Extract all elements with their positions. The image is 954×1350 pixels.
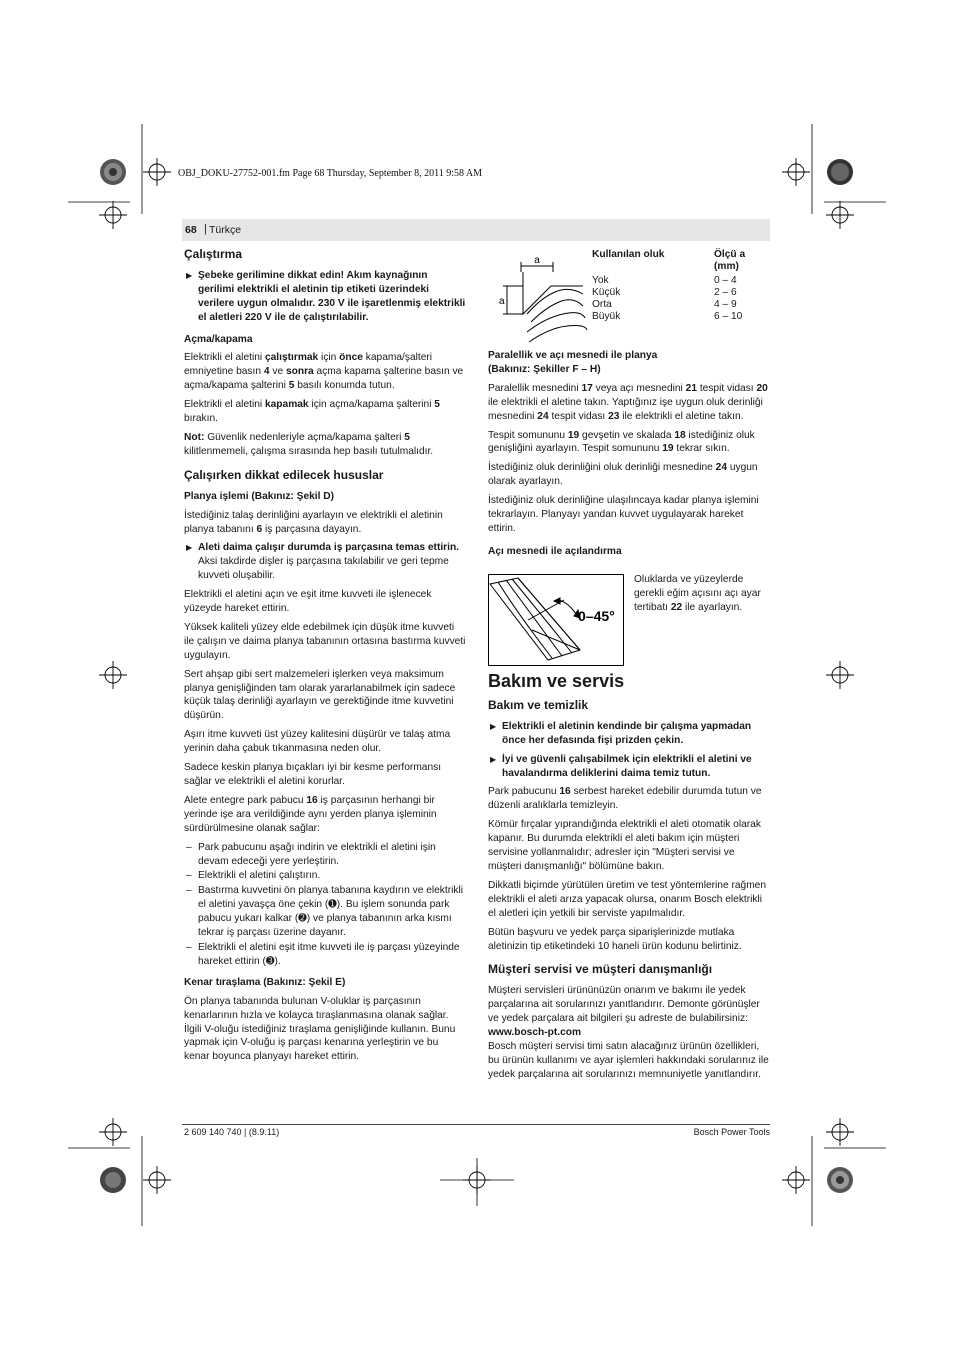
groove-type: Orta (592, 299, 612, 310)
para-4: Aşırı itme kuvveti üst yüzey kalitesini düşürür ve talaş atma yerinin daha çabuk tıkanmasına neden olur. (184, 729, 451, 755)
para-2: Yüksek kaliteli yüzey elde edebilmek için düşük itme kuvveti ile çalışın ve daima planya tabanının ortasına bastırma kuvveti uygulayın. (184, 621, 466, 661)
page-number: 68 (185, 224, 197, 236)
groove-type: Büyük (592, 311, 621, 322)
groove-size: 0 – 4 (714, 275, 737, 286)
header-language: Türkçe (209, 224, 242, 236)
maintenance-section (488, 671, 770, 1087)
groove-size: 4 – 9 (714, 299, 737, 310)
page-header: 68 Türkçe | (182, 219, 770, 241)
groove-row (592, 311, 772, 323)
para-dikkatli: Dikkatli biçimde yürütülen üretim ve test yöntemlerine rağmen elektrikli el aleti arıza yapacak olursa, onarım Bosch elektrikli el aletleri için yetkili bir serviste yapılmalıdır. (488, 879, 767, 919)
para-1: Elektrikli el aletini açın ve eşit itme kuvveti ile işlenecek yüzeyde hareket ettirin. (184, 589, 432, 615)
heading-dikkat: Çalışırken dikkat edilecek hususlar (184, 467, 384, 482)
dash-item: – Elektrikli el aletini eşit itme kuvveti ile iş parçası yüzeyinde hareket ettirin (➌). (186, 941, 460, 967)
para-kenar: Ön planya tabanında bulunan V-oluklar iş parçasının kenarlarının hızla ve kolayca tıraşlanmasına olanak sağlar. İlgili V-oluğu istediğiniz tıraşlama genişliğinde kullanın. Bunu yapmak için V-oluğu iş parçası kenarına yerleştirin ve bu kenar boyunca planyayı hareket ettirin. (184, 995, 456, 1063)
dash-item: – Elektrikli el aletini çalıştırın. (186, 870, 321, 882)
left-column (184, 248, 466, 1069)
para-park2: Park pabucunu 16 serbest hareket edebilir durumda tutun ve düzenli aralıklarla temizleyin. (488, 786, 762, 812)
groove-rows (592, 275, 772, 323)
file-slug: OBJ_DOKU-27752-001.fm Page 68 Thursday, September 8, 2011 9:58 AM (178, 168, 483, 179)
warning-voltage: ▶ Şebeke gerilimine dikkat edin! Akım kaynağının gerilimi elektrikli el aletinin tip etiketi üzerindeki verilere uygun olmalıdır. 230 V ile işaretlenmiş elektrikli el aletleri 220 V ile de çalıştırılabilir. (186, 269, 466, 323)
groove-row (592, 287, 772, 299)
fig-label-a: a (534, 255, 540, 266)
para-planya: İstediğiniz talaş derinliğini ayarlayın ve elektrikli el aletinin planya tabanını 6 iş parçasına dayayın. (184, 509, 443, 535)
heading-planya: Planya işlemi (Bakınız: Şekil D) (184, 490, 335, 502)
fig-label-a: a (499, 296, 505, 307)
angle-caption: Oluklarda ve yüzeylerde gerekli eğim açısını açı ayar tertibatı 22 ile ayarlayın. (634, 574, 761, 613)
warning-unplug: ▶ Elektrikli el aletinin kendinde bir çalışma yapmadan önce her defasında fişi prizden çekin. (490, 720, 752, 746)
groove-size: 6 – 10 (714, 311, 743, 322)
dash-item: – Park pabucunu aşağı indirin ve elektrikli el aletini işin devam edeceği yere yerleştirin. (186, 841, 436, 867)
heading-acma-kapama: Açma/kapama (184, 333, 253, 345)
footer-brand: Bosch Power Tools (693, 1127, 770, 1137)
groove-row (592, 275, 772, 287)
para-acma: Elektrikli el aletini çalıştırmak için önce kapama/şalteri emniyetine basın 4 ve sonra açma kapama şalterine basın ve açma/kapama şalterini 5 basılı konumda tutun. (184, 352, 464, 392)
warning-contact: ▶ Aleti daima çalışır durumda iş parçasına temas ettirin. Aksi takdirde dişler iş parçasına takılabilir ve geri tepme kuvveti oluşabilir. (186, 542, 460, 582)
angle-label: 0–45° (578, 608, 615, 624)
heading-temizlik: Bakım ve temizlik (488, 697, 589, 712)
para-musteri2: Bosch müşteri servisi timi satın alacağınız ürünün özellikleri, bu ürünün kullanımı ve ayar işlemleri hakkındaki sorularınız ile yedek parçalarına ait sorularınızı memnuniyetle yanıtlandırır. (488, 1040, 769, 1080)
col-header-oluk: Kullanılan oluk (592, 249, 665, 260)
para-park: Alete entegre park pabucu 16 iş parçasının herhangi bir yerinde işe ara verildiğinde aynı yerden planya işleminin sürdürülmesine olanak sağlar: (184, 794, 437, 834)
heading-aci: Açı mesnedi ile açılandırma (488, 545, 622, 557)
para-kapama: Elektrikli el aletini kapamak için açma/kapama şalterini 5 bırakın. (184, 399, 440, 425)
col-header-olcu: Ölçü a (mm) (714, 249, 746, 272)
para-komur: Kömür fırçalar yıprandığında elektrikli el aleti otomatik olarak kapanır. Bu durumda elektrikli el aleti bakım için müşteri servisine yollanmalıdır; adresler için "Müşteri servisi ve müşteri danışmanlığı" bölümüne bakın. (488, 819, 761, 872)
groove-row (592, 299, 772, 311)
para-par1: Paralellik mesnedini 17 veya açı mesnedini 21 tespit vidası 20 ile elektrikli el aletine takın. Yaptığınız işe uygun oluk derinliği mesnedini 24 tespit vidası 23 ile elektrikli el aletine takın. (488, 382, 768, 422)
angle-figure (488, 574, 624, 666)
heading-bakim-servis: Bakım ve servis (488, 671, 625, 691)
para-par4: İstediğiniz oluk derinliğine ulaşılıncaya kadar planya işlemini tekrarlayın. Planyayı yandan kuvvet uygulayarak hareket ettirin. (488, 495, 759, 534)
footer-rule (182, 1124, 770, 1125)
groove-figure (493, 252, 588, 344)
groove-type: Yok (592, 275, 609, 286)
warning-clean: ▶ İyi ve güvenli çalışabilmek için elektrikli el aletini ve havalandırma deliklerini daima temiz tutun. (490, 753, 752, 779)
heading-paralel: Paralellik ve açı mesnedi ile planya (Bakınız: Şekiller F – H) (488, 350, 658, 375)
para-par2: Tespit somununu 19 gevşetin ve skalada 18 istediğiniz oluk genişliğini ayarlayın. Tespit somununu 19 tekrar sıkın. (488, 429, 755, 455)
heading-calistirma: Çalıştırma (184, 247, 243, 261)
footer-doc-number: 2 609 140 740 | (8.9.11) (184, 1127, 280, 1137)
para-3: Sert ahşap gibi sert malzemeleri işlerken veya maksimum planya genişliğinden tam olarak yararlanabilmek için sadece küçük talaş derinliği ayarlayın ve gerektiğinde itme kuvvetini düşürün. (184, 668, 456, 722)
para-butun: Bütün başvuru ve yedek parça siparişlerinizde mutlaka aletinizin tip etiketindeki 10 haneli ürün kodunu belirtiniz. (488, 926, 742, 952)
heading-musteri: Müşteri servisi ve müşteri danışmanlığı (488, 962, 713, 977)
para-5: Sadece keskin planya bıçakları iyi bir kesme performansı sağlar ve elektrikli el aletini korurlar. (184, 762, 442, 787)
groove-size: 2 – 6 (714, 287, 737, 298)
right-column (488, 349, 770, 564)
groove-table (592, 249, 772, 323)
para-not: Not: Güvenlik nedenleriyle açma/kapama şalteri 5 kilitlenmemeli, çalışma sırasında hep basılı tutulmalıdır. (184, 431, 434, 457)
para-musteri1: Müşteri servisleri ürününüzün onarım ve bakımı ile yedek parçalarına ait sorularınızı yanıtlandırır. Demonte görünüşler ve yedek parçalara ait bilgileri şu adreste de bulabilirsiniz: (488, 985, 760, 1025)
heading-kenar: Kenar tıraşlama (Bakınız: Şekil E) (184, 976, 346, 988)
website-link[interactable]: www.bosch-pt.com (488, 1027, 582, 1039)
dash-item: – Bastırma kuvvetini ön planya tabanına kaydırın ve elektrikli el aletini yavaşça öne çekin (➊). Bu işlem sonunda park pabucu yukarı kalkar (➋) ve planya tabanının arka kısmı tekrar iş parçası üzerine dayanır. (186, 885, 464, 939)
groove-type: Küçük (592, 287, 621, 298)
para-par3: İstediğiniz oluk derinliğini oluk derinliği mesnedine 24 uygun olarak ayarlayın. (488, 462, 758, 488)
